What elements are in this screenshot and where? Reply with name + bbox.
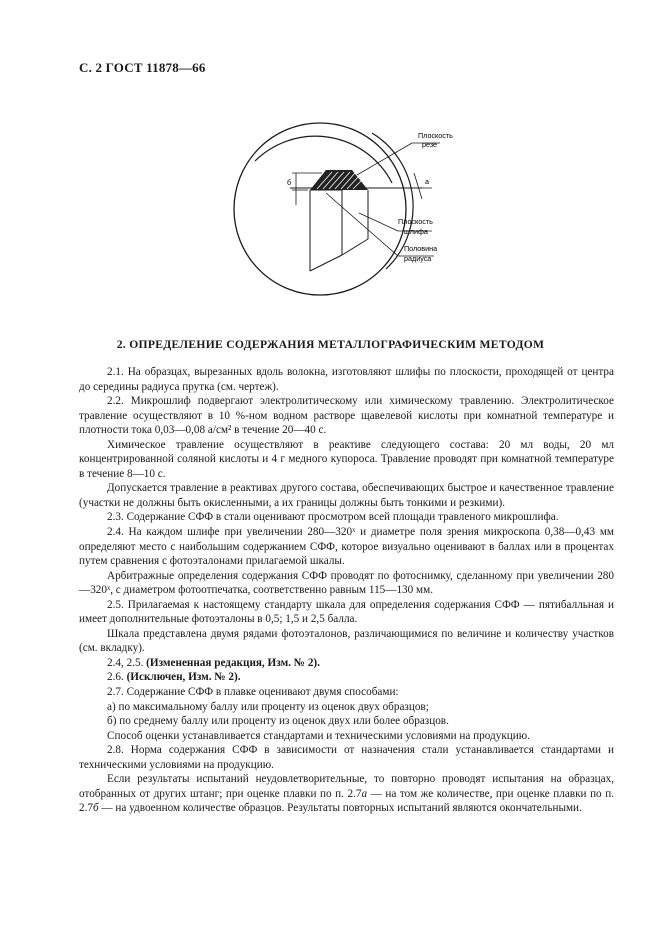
page-header: С. 2 ГОСТ 11878—66 xyxy=(79,60,206,75)
section-title: 2. ОПРЕДЕЛЕНИЕ СОДЕРЖАНИЯ МЕТАЛЛОГРАФИЧЕСКИМ МЕТОДОМ xyxy=(116,338,545,351)
paragraph-arbitration: Арбитражные определения содержания СФФ проводят по фотоснимку, сделанному при увеличении 280—320ˣ, с диаметром фотоотпечатка, соответственно равным 115—130 мм. xyxy=(79,569,614,597)
cut-plane-label-2: резе xyxy=(422,140,438,149)
edition-note-text: (Измененная редакция, Изм. № 2). xyxy=(146,656,320,669)
retest-text-3: — на удвоенном количестве образцов. Результаты повторных испытаний являются окончательными. xyxy=(98,802,582,815)
retest-text-2: — на том же количестве, при оценке плавки по п. 2.7 xyxy=(79,787,614,815)
paragraph-2-7: 2.7. Содержание СФФ в плавке оценивают двумя способами: xyxy=(107,686,399,699)
paragraph-edition-note xyxy=(79,656,614,671)
paragraph-method: Способ оценки устанавливается стандартами и техническими условиями на продукцию. xyxy=(107,729,530,742)
paragraph-2-5: 2.5. Прилагаемая к настоящему стандарту шкала для определения содержания СФФ — пятибалльная и имеет дополнительные фотоэталоны в 0,5; 1,5 и 2,5 балла. xyxy=(79,598,614,626)
dim-a-label: а xyxy=(425,177,429,186)
paragraph-scale: Шкала представлена двумя рядами фотоэталонов, различающимися по величине и количеству участков (см. вкладку). xyxy=(79,627,614,655)
paragraph-2-7-a: а) по максимальному баллу или проценту из оценок двух образцов; xyxy=(107,700,429,713)
cut-plane-label-1: Плоскость xyxy=(418,131,453,140)
paragraph-chemical-etching: Химическое травление осуществляют в реактиве следующего состава: 20 мл воды, 20 мл концентрированной соляной кислоты и 4 г медного купороса. Травление проводят при комнатной температуре в течение 8—10 с. xyxy=(79,438,614,480)
body-text xyxy=(79,365,614,816)
paragraph-2-4: 2.4. На каждом шлифе при увеличении 280—320ˣ и диаметре поля зрения микроскопа 0,38—0,43 мм определяют место с наибольшим содержанием СФФ, которое визуально оценивают в баллах или в процентах путем сравнения с фотоэталонами прилагаемой шкалы. xyxy=(79,526,614,568)
paragraph-2-3: 2.3. Содержание СФФ в стали оценивают просмотром всей площади травленого микрошлифа. xyxy=(107,511,559,524)
polish-plane-label-1: Плоскость xyxy=(398,217,433,226)
paragraph-2-1: 2.1. На образцах, вырезанных вдоль волокна, изготовляют шлифы по плоскости, проходящей от центра до середины радиуса прутка (см. чертеж). xyxy=(79,366,614,393)
edition-note-number: 2.4, 2.5. xyxy=(107,656,144,669)
polish-block xyxy=(310,190,368,271)
paragraph-2-8: 2.8. Норма содержания СФФ в зависимости от назначения стали устанавливается стандартами и техническими условиями на продукцию. xyxy=(79,744,614,771)
paragraph-2-6 xyxy=(79,670,614,685)
half-radius-label-1: Половина xyxy=(404,244,438,253)
paragraph-2-6-number: 2.6. xyxy=(107,671,124,684)
specimen-diagram xyxy=(222,93,472,303)
bar-cross-section-circle xyxy=(234,123,406,295)
half-radius-label-2: радиуса xyxy=(404,254,432,263)
retest-ref-b: б xyxy=(92,802,99,815)
paragraph-2-2: 2.2. Микрошлиф подвергают электролитическому или химическому травлению. Электролитическое травление осуществляют в 10 %-ном водном растворе щавелевой кислоты при комнатной температуре и плотности тока 0,03—0,08 а/см² в течение 20—40 с. xyxy=(79,395,614,437)
paragraph-retest xyxy=(79,772,614,816)
retest-ref-a: а xyxy=(361,787,368,800)
paragraph-allowed-etching: Допускается травление в реактивах другого состава, обеспечивающих быстрое и качественное травление (участки не должны быть окисленными, а их границы должны быть тонкими и резкими). xyxy=(79,482,614,509)
leader-lines xyxy=(326,143,440,256)
paragraph-2-6-text: (Исключен, Изм. № 2). xyxy=(126,671,241,684)
dim-b-label: б xyxy=(287,178,292,187)
paragraph-2-7-b: б) по среднему баллу или проценту из оценок двух или более образцов. xyxy=(107,715,449,728)
polish-plane-label-2: шлифа xyxy=(404,227,428,236)
retest-text-1: Если результаты испытаний неудовлетворительные, то повторно проводят испытания на образцах, отобранных от других штанг; при оценке плавки по п. 2.7 xyxy=(79,773,614,800)
